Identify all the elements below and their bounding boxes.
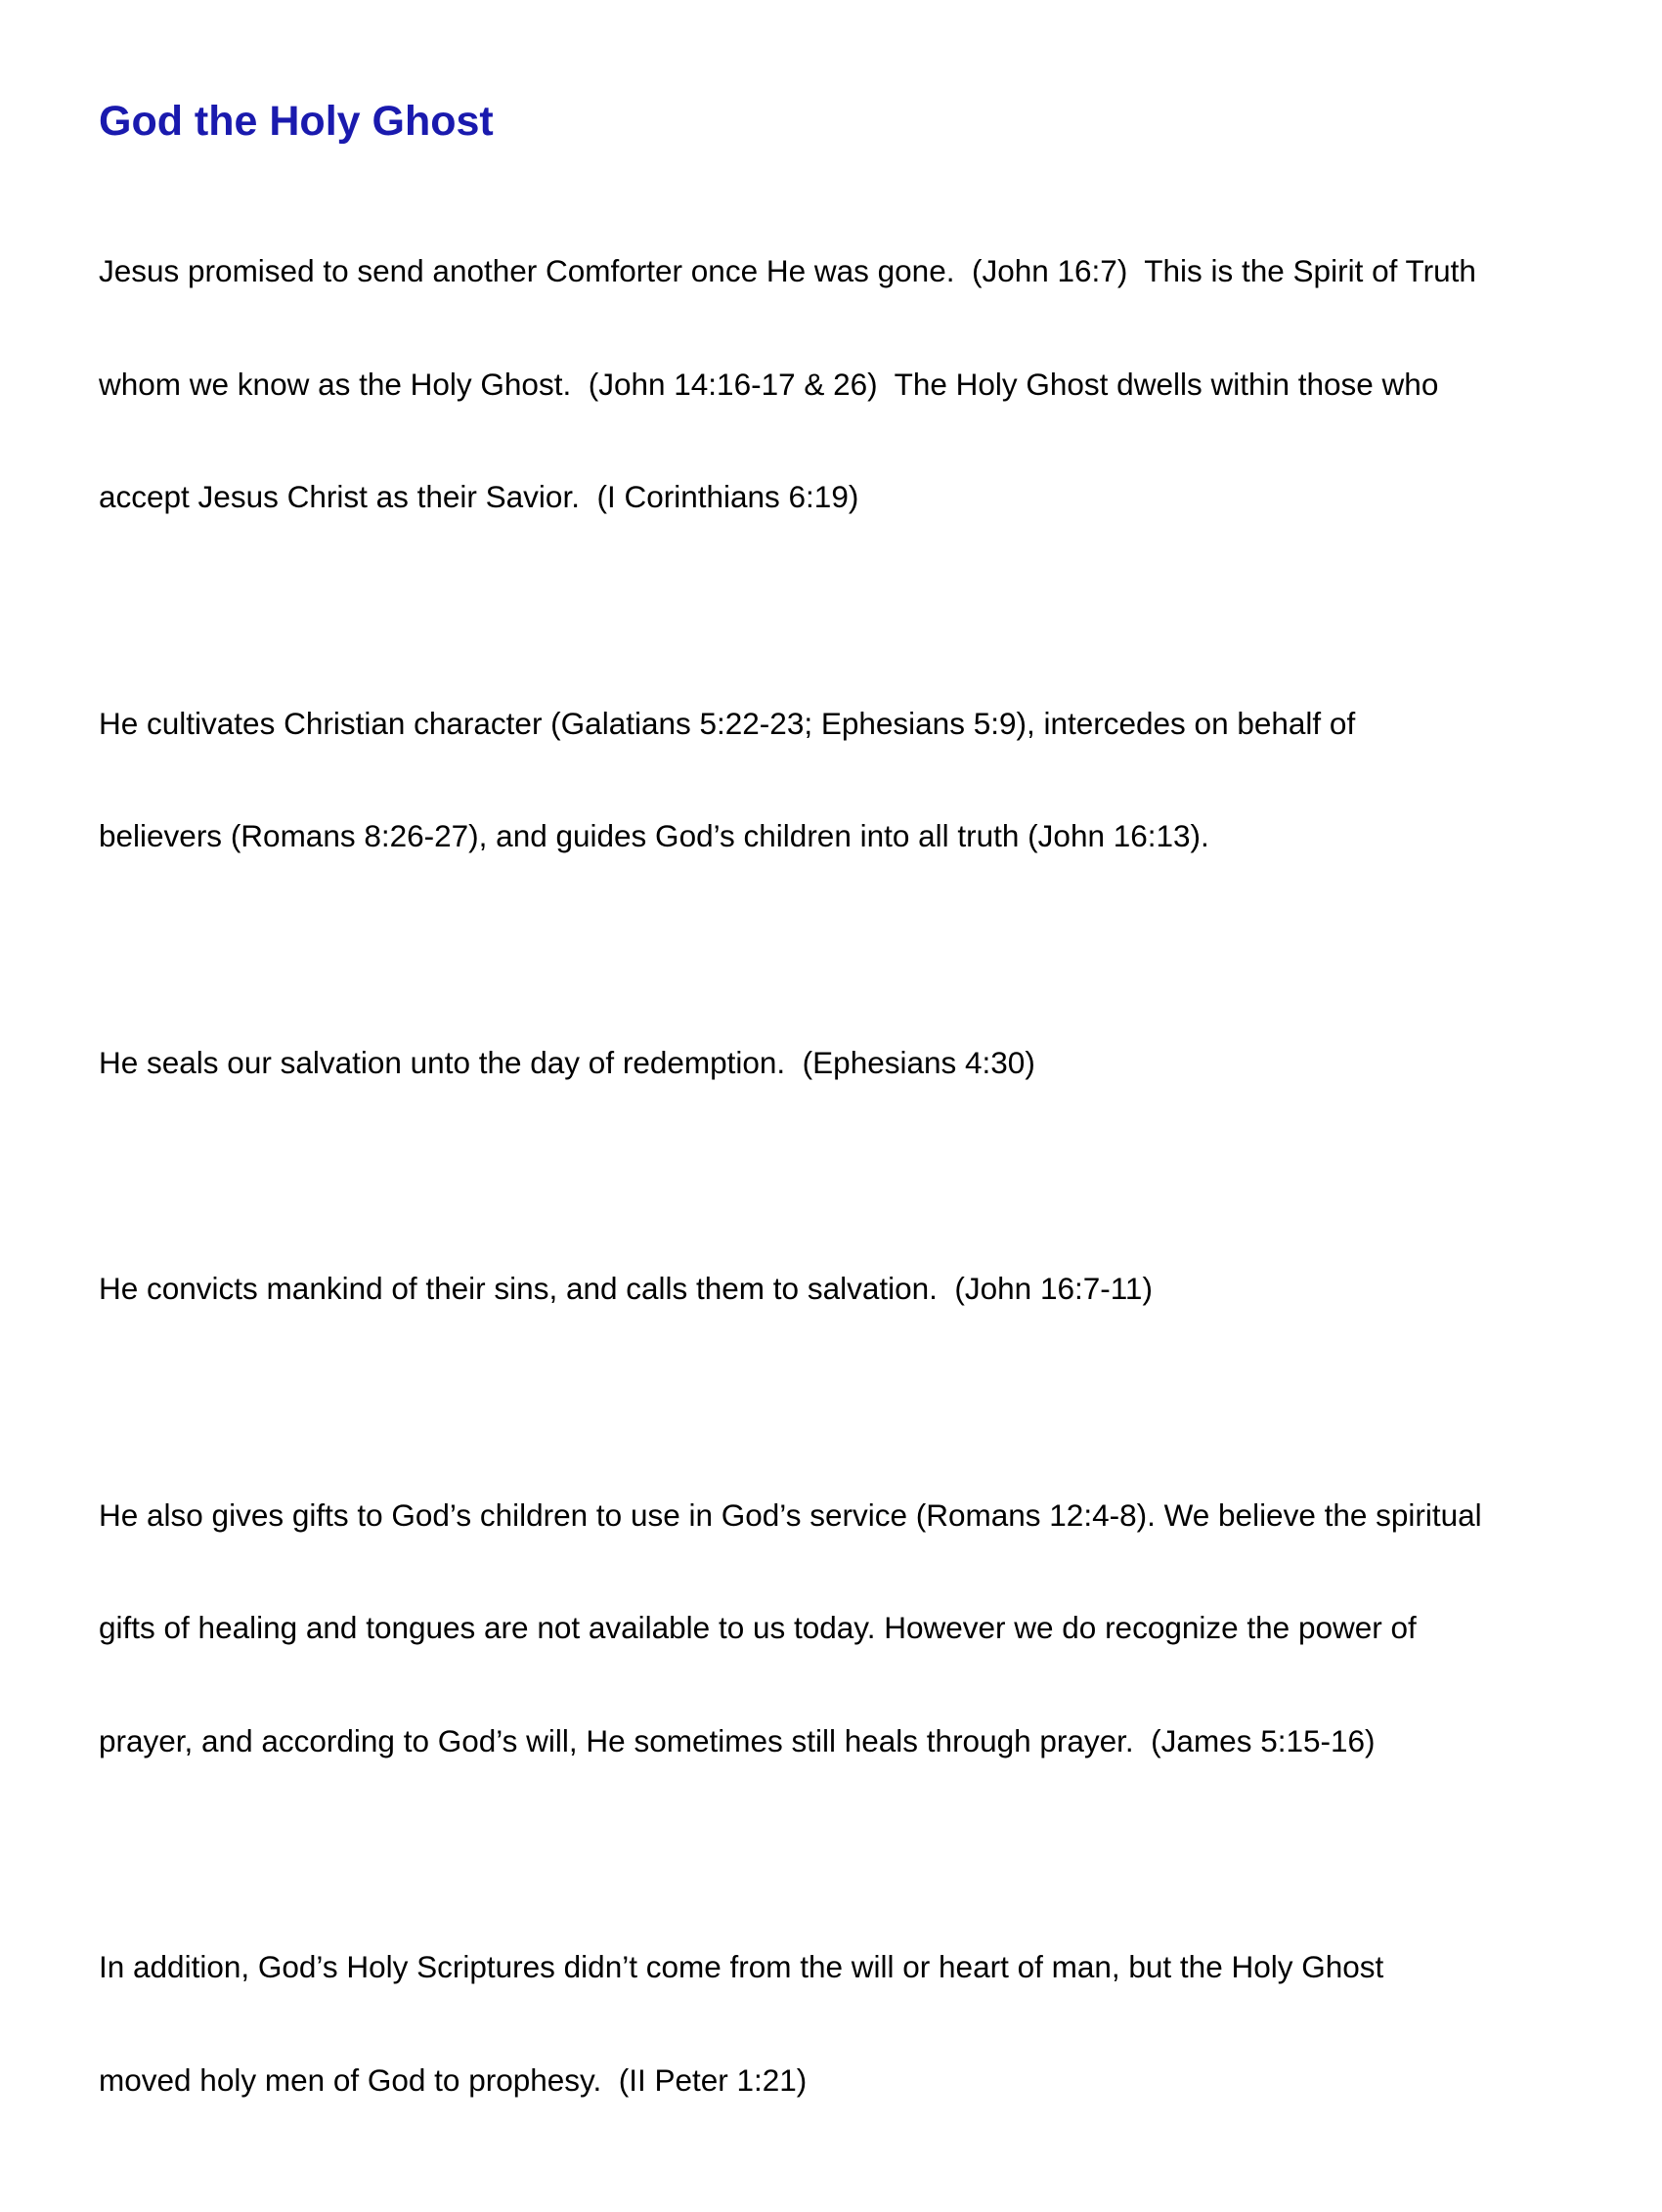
paragraph-character <box>99 629 1624 931</box>
paragraph-line: Jesus promised to send another Comforter once He was gone. (John 16:7) This is the Spirit of Truth <box>99 253 1476 288</box>
page-title: God the Holy Ghost <box>99 98 494 145</box>
paragraph-line: gifts of healing and tongues are not available to us today. However we do recognize the power of <box>99 1610 1417 1645</box>
paragraph-convicts <box>99 1194 1624 1383</box>
paragraph-line: He convicts mankind of their sins, and calls them to salvation. (John 16:7-11) <box>99 1271 1153 1306</box>
paragraph-line: moved holy men of God to prophesy. (II Peter 1:21) <box>99 2061 808 2098</box>
paragraph-seals <box>99 969 1624 1157</box>
paragraph-line: believers (Romans 8:26-27), and guides God’s children into all truth (John 16:13). <box>99 818 1209 853</box>
paragraph-line: He cultivates Christian character (Galatians 5:22-23; Ephesians 5:9), intercedes on behalf of <box>99 705 1356 741</box>
document-content <box>99 96 1624 2212</box>
paragraph-line: He also gives gifts to God’s children to use in God’s service (Romans 12:4-8). We believe the spiritual <box>99 1496 1482 1533</box>
body-paragraphs <box>99 177 1624 2174</box>
paragraph-scriptures <box>99 1873 1624 2174</box>
paragraph-gifts <box>99 1421 1624 1836</box>
paragraph-comforter <box>99 177 1624 591</box>
paragraph-line: accept Jesus Christ as their Savior. (I Corinthians 6:19) <box>99 479 859 514</box>
paragraph-line: prayer, and according to God’s will, He sometimes still heals through prayer. (James 5:15-16) <box>99 1722 1376 1758</box>
paragraph-line: whom we know as the Holy Ghost. (John 14:16-17 & 26) The Holy Ghost dwells within those who <box>99 366 1439 402</box>
paragraph-line: He seals our salvation unto the day of redemption. (Ephesians 4:30) <box>99 1044 1035 1080</box>
paragraph-line: In addition, God’s Holy Scriptures didn’t come from the will or heart of man, but the Holy Ghost <box>99 1949 1384 1984</box>
